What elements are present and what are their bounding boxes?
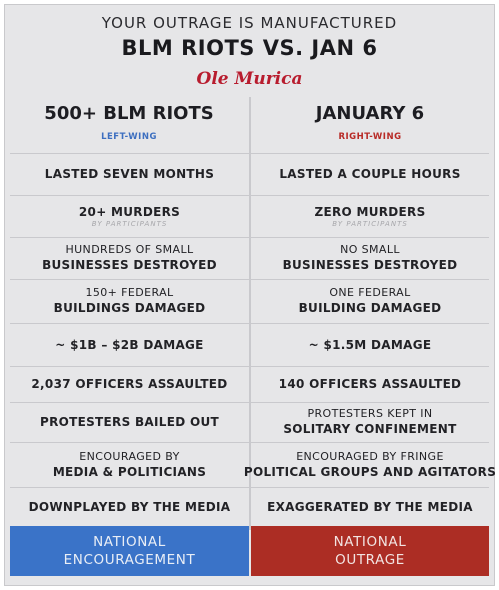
footer-right-line-1: NATIONAL xyxy=(333,534,407,550)
right-cell xyxy=(251,402,489,442)
left-cell xyxy=(10,237,249,279)
right-cell-text-top: PROTESTERS KEPT IN xyxy=(307,407,433,420)
left-cell-text-top: 150+ FEDERAL xyxy=(85,286,174,299)
right-cell-text-top: NO SMALL xyxy=(340,243,400,256)
right-cell-text: ZERO MURDERS xyxy=(314,204,426,219)
left-cell-text: BUSINESSES DESTROYED xyxy=(42,258,217,272)
left-cell-text: MEDIA & POLITICIANS xyxy=(52,464,207,479)
right-cell-text-top: ONE FEDERAL xyxy=(329,286,411,299)
left-cell-text: ~ $1B – $2B DAMAGE xyxy=(55,337,204,352)
left-cell-text-top: HUNDREDS OF SMALL xyxy=(65,243,194,256)
left-cell xyxy=(10,487,249,526)
left-cell xyxy=(10,195,249,237)
national-encouragement-banner xyxy=(10,526,249,576)
header xyxy=(5,5,494,97)
footer-left-line-2: ENCOURAGEMENT xyxy=(63,552,196,568)
right-cell xyxy=(251,237,489,279)
right-cell xyxy=(243,442,497,487)
right-cell-note: BY PARTICIPANTS xyxy=(332,219,408,228)
right-cell-text: ~ $1.5M DAMAGE xyxy=(308,337,432,352)
left-cell-text: LASTED SEVEN MONTHS xyxy=(44,167,215,181)
left-cell-text: PROTESTERS BAILED OUT xyxy=(39,415,220,429)
left-cell-text-top: ENCOURAGED BY xyxy=(79,449,180,463)
right-cell-text: 140 OFFICERS ASSAULTED xyxy=(278,377,462,391)
page-title: BLM RIOTS VS. JAN 6 xyxy=(121,36,378,60)
footer-left-line-1: NATIONAL xyxy=(93,534,166,550)
left-cell-text: 20+ MURDERS xyxy=(78,204,181,219)
right-cell-text: BUILDING DAMAGED xyxy=(298,301,442,315)
subtitle: YOUR OUTRAGE IS MANUFACTURED xyxy=(101,14,398,32)
right-column-tag: RIGHT-WING xyxy=(338,132,402,142)
right-cell xyxy=(251,195,489,237)
right-cell-text: BUSINESSES DESTROYED xyxy=(282,258,458,272)
right-cell xyxy=(251,323,489,366)
left-cell xyxy=(10,402,249,442)
right-cell-text-top: ENCOURAGED BY FRINGE xyxy=(296,449,444,463)
right-cell-text: EXAGGERATED BY THE MEDIA xyxy=(267,499,473,514)
right-cell xyxy=(251,366,489,402)
right-column-header xyxy=(251,97,489,153)
left-column-header xyxy=(10,97,248,153)
comparison-graphic xyxy=(4,4,495,586)
footer-right-line-2: OUTRAGE xyxy=(335,552,405,568)
left-cell xyxy=(10,442,249,487)
right-column-title: JANUARY 6 xyxy=(315,103,425,124)
left-cell-text: 2,037 OFFICERS ASSAULTED xyxy=(31,377,228,391)
right-cell xyxy=(251,279,489,323)
left-cell xyxy=(10,153,249,195)
right-cell-text: LASTED A COUPLE HOURS xyxy=(279,167,461,181)
left-cell-note: BY PARTICIPANTS xyxy=(91,219,168,228)
left-cell-text: DOWNPLAYED BY THE MEDIA xyxy=(28,499,231,514)
national-outrage-banner xyxy=(251,526,489,576)
left-cell xyxy=(10,323,249,366)
brand-logo: Ole Murica xyxy=(196,69,303,89)
left-cell-text: BUILDINGS DAMAGED xyxy=(53,301,206,315)
left-cell xyxy=(10,366,249,402)
right-cell-text: SOLITARY CONFINEMENT xyxy=(283,422,457,436)
left-cell xyxy=(10,279,249,323)
right-cell xyxy=(251,487,489,526)
right-cell-text: POLITICAL GROUPS AND AGITATORS xyxy=(243,464,497,479)
right-cell xyxy=(251,153,489,195)
left-column-title: 500+ BLM RIOTS xyxy=(44,103,214,124)
left-column-tag: LEFT-WING xyxy=(101,132,157,142)
